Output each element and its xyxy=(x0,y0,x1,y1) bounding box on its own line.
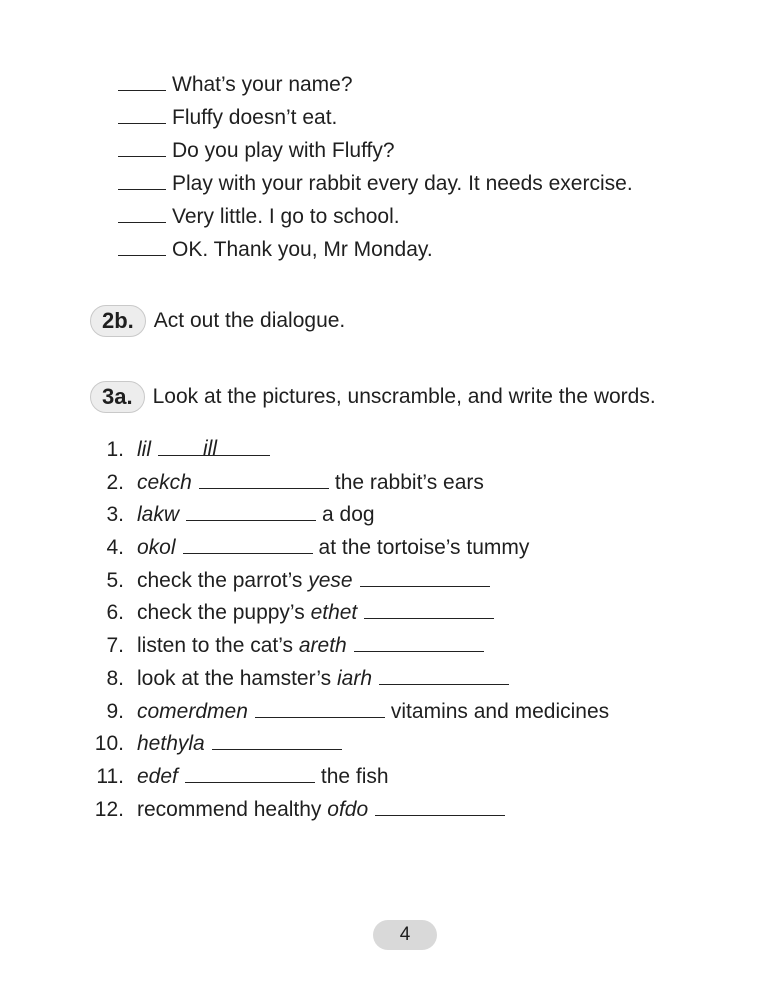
item-number: 7. xyxy=(106,634,124,658)
list-item xyxy=(90,565,740,598)
list-item xyxy=(90,597,740,630)
item-text xyxy=(137,663,515,696)
scrambled-word: comerdmen xyxy=(137,699,248,723)
order-blank[interactable] xyxy=(118,139,166,157)
item-text xyxy=(137,499,375,532)
item-number: 4. xyxy=(106,536,124,560)
task-instruction: Act out the dialogue. xyxy=(153,309,346,332)
list-item xyxy=(90,630,740,663)
list-item xyxy=(90,794,740,827)
list-item xyxy=(90,761,740,794)
scrambled-word: lakw xyxy=(137,503,180,527)
item-suffix: vitamins and medicines xyxy=(390,699,610,723)
list-item xyxy=(90,728,740,761)
item-prefix: recommend healthy xyxy=(137,797,328,821)
answer-blank[interactable] xyxy=(354,633,484,652)
task-instruction: Look at the pictures, unscramble, and write the words. xyxy=(152,385,656,408)
item-suffix: at the tortoise’s tummy xyxy=(318,536,530,560)
item-suffix: the fish xyxy=(320,764,389,788)
dialogue-line: Do you play with Fluffy? xyxy=(118,134,738,167)
answer-blank[interactable] xyxy=(185,764,315,783)
order-blank[interactable] xyxy=(118,73,166,91)
item-number: 11. xyxy=(96,764,124,788)
task-3a xyxy=(90,381,656,413)
item-number: 10. xyxy=(94,732,124,756)
item-number: 2. xyxy=(106,470,124,494)
list-item xyxy=(90,696,740,729)
dialogue-ordering-list xyxy=(118,68,738,266)
answer-blank[interactable] xyxy=(186,502,316,521)
scrambled-word: lil xyxy=(137,438,151,461)
item-number: 9. xyxy=(106,699,124,723)
scrambled-word: okol xyxy=(137,536,176,560)
item-number: 5. xyxy=(106,568,124,592)
item-text xyxy=(137,597,500,630)
answer-blank[interactable] xyxy=(364,600,494,619)
item-text xyxy=(137,565,496,598)
scrambled-word: edef xyxy=(137,764,178,788)
item-suffix: the rabbit’s ears xyxy=(334,470,484,494)
scrambled-word: iarh xyxy=(337,666,373,690)
item-text xyxy=(137,794,511,827)
list-item xyxy=(90,434,740,467)
dialogue-line: Play with your rabbit every day. It needs exercise. xyxy=(118,167,738,200)
answer-blank[interactable] xyxy=(360,568,490,587)
scrambled-word: cekch xyxy=(137,470,192,494)
page-number: 4 xyxy=(373,920,437,950)
dialogue-line: Very little. I go to school. xyxy=(118,200,738,233)
list-item xyxy=(90,663,740,696)
item-number: 6. xyxy=(106,601,124,625)
answer-blank[interactable] xyxy=(379,666,509,685)
item-prefix: check the parrot’s xyxy=(137,568,309,592)
unscramble-list xyxy=(90,434,740,826)
scrambled-word: ethet xyxy=(310,601,358,625)
item-number: 12. xyxy=(94,797,124,821)
item-text xyxy=(137,696,609,729)
list-item xyxy=(90,467,740,500)
item-text xyxy=(137,728,348,761)
list-item xyxy=(90,532,740,565)
order-blank[interactable] xyxy=(118,172,166,190)
answer-blank[interactable] xyxy=(212,731,342,750)
item-text xyxy=(137,467,484,500)
item-text xyxy=(137,532,529,565)
item-number: 3. xyxy=(106,503,124,527)
list-item xyxy=(90,499,740,532)
answer-blank[interactable] xyxy=(199,470,329,489)
item-text xyxy=(137,434,276,467)
item-number: 1. xyxy=(106,438,124,461)
task-2b xyxy=(90,305,345,337)
order-blank[interactable] xyxy=(118,238,166,256)
item-prefix: check the puppy’s xyxy=(137,601,311,625)
scrambled-word: areth xyxy=(298,634,347,658)
answer-text: ill xyxy=(203,437,217,460)
task-badge: 2b. xyxy=(90,305,146,337)
order-blank[interactable] xyxy=(118,106,166,124)
item-prefix: look at the hamster’s xyxy=(137,666,337,690)
answer-blank[interactable] xyxy=(255,699,385,718)
answer-blank[interactable] xyxy=(375,797,505,816)
item-prefix: listen to the cat’s xyxy=(137,634,299,658)
answer-blank[interactable] xyxy=(158,437,270,460)
answer-blank[interactable] xyxy=(183,535,313,554)
scrambled-word: yese xyxy=(308,568,353,592)
order-blank[interactable] xyxy=(118,205,166,223)
dialogue-line: What’s your name? xyxy=(118,68,738,101)
scrambled-word: ofdo xyxy=(327,797,369,821)
dialogue-line: Fluffy doesn’t eat. xyxy=(118,101,738,134)
item-number: 8. xyxy=(106,666,124,690)
scrambled-word: hethyla xyxy=(137,732,205,756)
item-text xyxy=(137,630,490,663)
item-suffix: a dog xyxy=(322,503,375,527)
task-badge: 3a. xyxy=(90,381,145,413)
item-text xyxy=(137,761,389,794)
dialogue-line: OK. Thank you, Mr Monday. xyxy=(118,233,738,266)
